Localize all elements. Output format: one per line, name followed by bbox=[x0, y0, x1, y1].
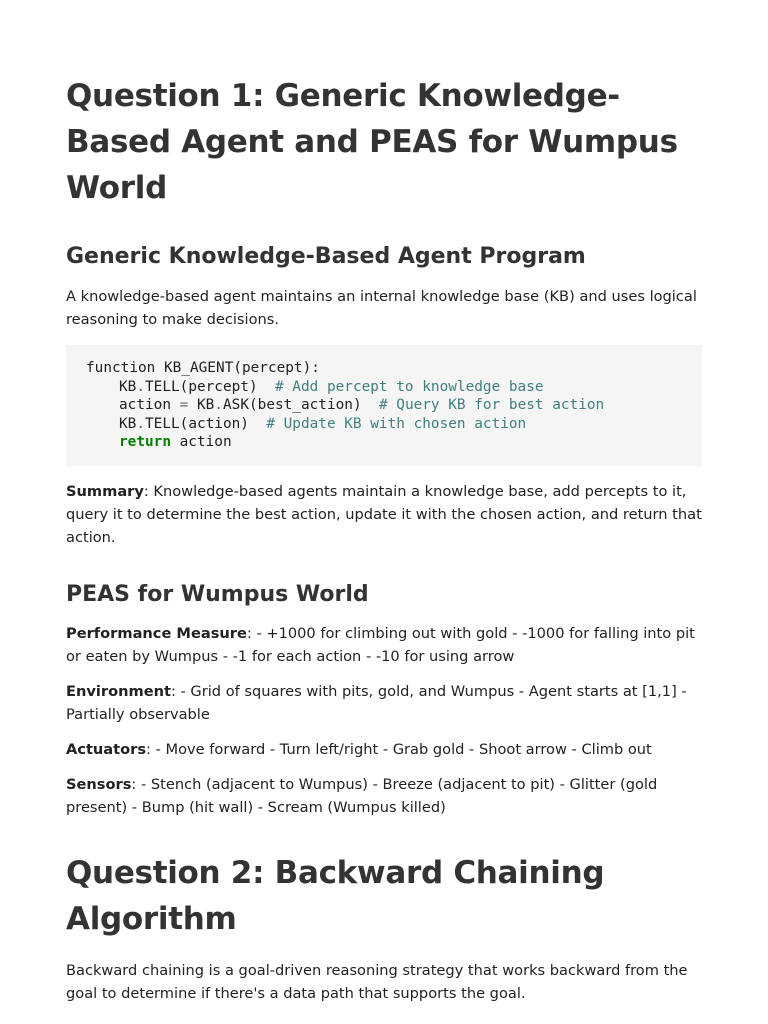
peas-sensors-paragraph bbox=[66, 773, 702, 819]
code-comment: # Add percept to knowledge base bbox=[274, 378, 544, 395]
code-block bbox=[66, 345, 702, 466]
code-line-1 bbox=[86, 359, 682, 378]
code-line-4 bbox=[86, 415, 682, 434]
peas-text: : - Stench (adjacent to Wumpus) - Breeze (adjacent to pit) - Glitter (gold present) - Bump (hit wall) - Scream (Wumpus killed) bbox=[66, 775, 658, 816]
code-comment: # Update KB with chosen action bbox=[266, 415, 527, 432]
summary-paragraph bbox=[66, 480, 702, 549]
code-line-5 bbox=[86, 433, 682, 452]
question-2-title: Question 2: Backward Chaining Algorithm bbox=[66, 854, 605, 937]
summary-label: Summary bbox=[66, 482, 144, 500]
code-text: KB bbox=[119, 415, 137, 432]
code-comment: # Query KB for best action bbox=[378, 397, 605, 413]
code-keyword: return bbox=[119, 434, 171, 450]
code-operator: = bbox=[179, 397, 189, 413]
code-text: KB bbox=[119, 378, 137, 395]
code-text: KB bbox=[188, 397, 215, 413]
code-text: action bbox=[119, 397, 180, 413]
code-operator: . bbox=[214, 397, 223, 413]
code-line-2 bbox=[86, 378, 682, 397]
peas-text: : - Move forward - Turn left/right - Grab gold - Shoot arrow - Climb out bbox=[146, 740, 652, 758]
peas-label: Sensors bbox=[66, 775, 132, 793]
peas-label: Environment bbox=[66, 682, 171, 700]
code-text: ASK(best_action) bbox=[223, 397, 379, 413]
code-operator: . bbox=[136, 415, 145, 432]
code-text: TELL(percept) bbox=[145, 378, 275, 395]
peas-environment-paragraph bbox=[66, 680, 702, 726]
peas-label: Performance Measure bbox=[66, 624, 247, 642]
peas-text: : - +1000 for climbing out with gold - -1000 for falling into pit or eaten by Wumpus - -1 for each action - -10 for using arrow bbox=[66, 624, 695, 665]
question-1-title: Question 1: Generic Knowledge-Based Agent and PEAS for Wumpus World bbox=[66, 78, 678, 206]
code-text: TELL(action) bbox=[145, 415, 267, 432]
code-operator: . bbox=[136, 378, 145, 395]
backward-chaining-paragraph: Backward chaining is a goal-driven reasoning strategy that works backward from the goal to determine if there's a data path that supports the goal. bbox=[66, 961, 688, 1002]
summary-text: : Knowledge-based agents maintain a knowledge base, add percepts to it, query it to determine the best action, update it with the chosen action, and return that action. bbox=[66, 482, 702, 546]
code-line-3 bbox=[86, 396, 682, 415]
code-text: function KB_AGENT(percept): bbox=[86, 360, 320, 376]
peas-heading: PEAS for Wumpus World bbox=[66, 581, 369, 607]
peas-performance-paragraph bbox=[66, 622, 702, 668]
agent-intro-paragraph: A knowledge-based agent maintains an internal knowledge base (KB) and uses logical reasoning to make decisions. bbox=[66, 288, 697, 328]
agent-program-heading: Generic Knowledge-Based Agent Program bbox=[66, 244, 586, 269]
peas-text: : - Grid of squares with pits, gold, and Wumpus - Agent starts at [1,1] - Partially observable bbox=[66, 682, 687, 723]
code-text: action bbox=[170, 434, 232, 450]
peas-actuators-paragraph bbox=[66, 738, 702, 761]
peas-label: Actuators bbox=[66, 740, 147, 758]
